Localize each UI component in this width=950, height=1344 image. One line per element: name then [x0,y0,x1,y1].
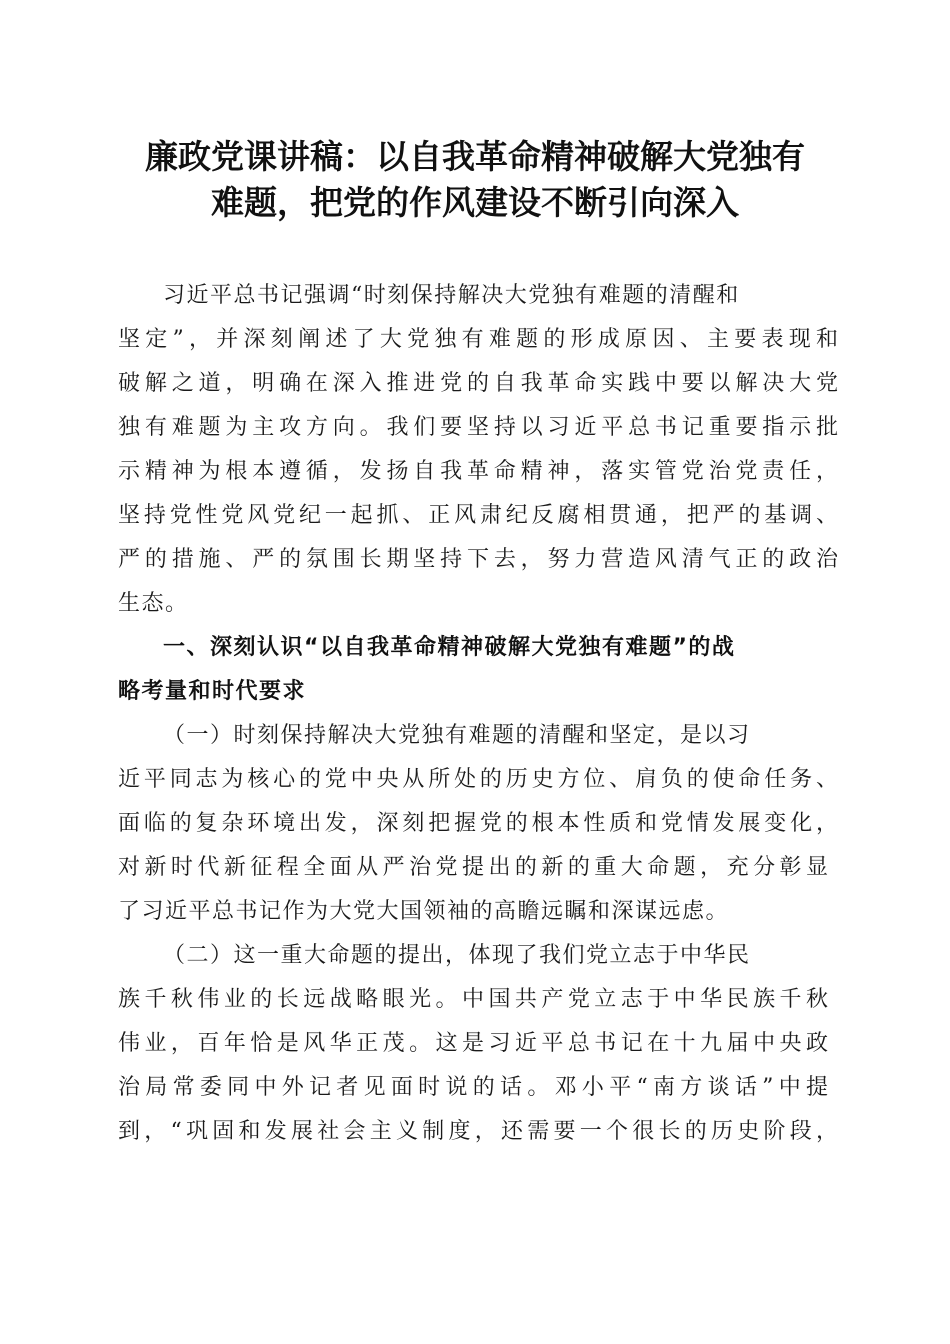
paragraph-line: （一）时刻保持解决大党独有难题的清醒和坚定，是以习 [163,723,751,748]
intro-line: 生态。 [118,591,189,616]
paragraph-line: 近平同志为核心的党中央从所处的历史方位、肩负的使命任务、 [118,767,838,792]
paragraph-line: 伟业，百年恰是风华正茂。这是习近平总书记在十九届中央政 [118,1031,828,1056]
heading-line: 略考量和时代要求 [118,679,307,704]
heading-line: 一、深刻认识“以自我革命精神破解大党独有难题”的战 [163,635,736,660]
intro-line: 独有难题为主攻方向。我们要坚持以习近平总书记重要指示批 [118,415,838,440]
paragraph-line: 族千秋伟业的长远战略眼光。中国共产党立志于中华民族千秋 [118,987,828,1012]
intro-line: 坚持党性党风党纪一起抓、正风肃纪反腐相贯通，把严的基调、 [118,503,838,528]
paragraph-line: （二）这一重大命题的提出，体现了我们党立志于中华民 [163,943,751,968]
paragraph-line: 治局常委同中外记者见面时说的话。邓小平“南方谈话”中提 [118,1075,828,1100]
intro-line: 示精神为根本遵循，发扬自我革命精神，落实管党治党责任， [118,459,838,484]
intro-line: 破解之道，明确在深入推进党的自我革命实践中要以解决大党 [118,371,838,396]
intro-line: 严的措施、严的氛围长期坚持下去，努力营造风清气正的政治 [118,547,838,572]
paragraph-line: 了习近平总书记作为大党大国领袖的高瞻远瞩和深谋远虑。 [118,899,730,924]
intro-line: 坚定”，并深刻阐述了大党独有难题的形成原因、主要表现和 [118,327,838,352]
paragraph-line: 到，“巩固和发展社会主义制度，还需要一个很长的历史阶段， [118,1119,838,1144]
document-title [100,134,850,226]
title-line: 难题，把党的作风建设不断引向深入 [211,183,739,222]
paragraph-line: 对新时代新征程全面从严治党提出的新的重大命题，充分彰显 [118,855,828,880]
paragraph-line: 面临的复杂环境出发，深刻把握党的根本性质和党情发展变化， [118,811,838,836]
intro-line: 习近平总书记强调“时刻保持解决大党独有难题的清醒和 [163,283,740,308]
title-line: 廉政党课讲稿：以自我革命精神破解大党独有 [145,137,805,176]
